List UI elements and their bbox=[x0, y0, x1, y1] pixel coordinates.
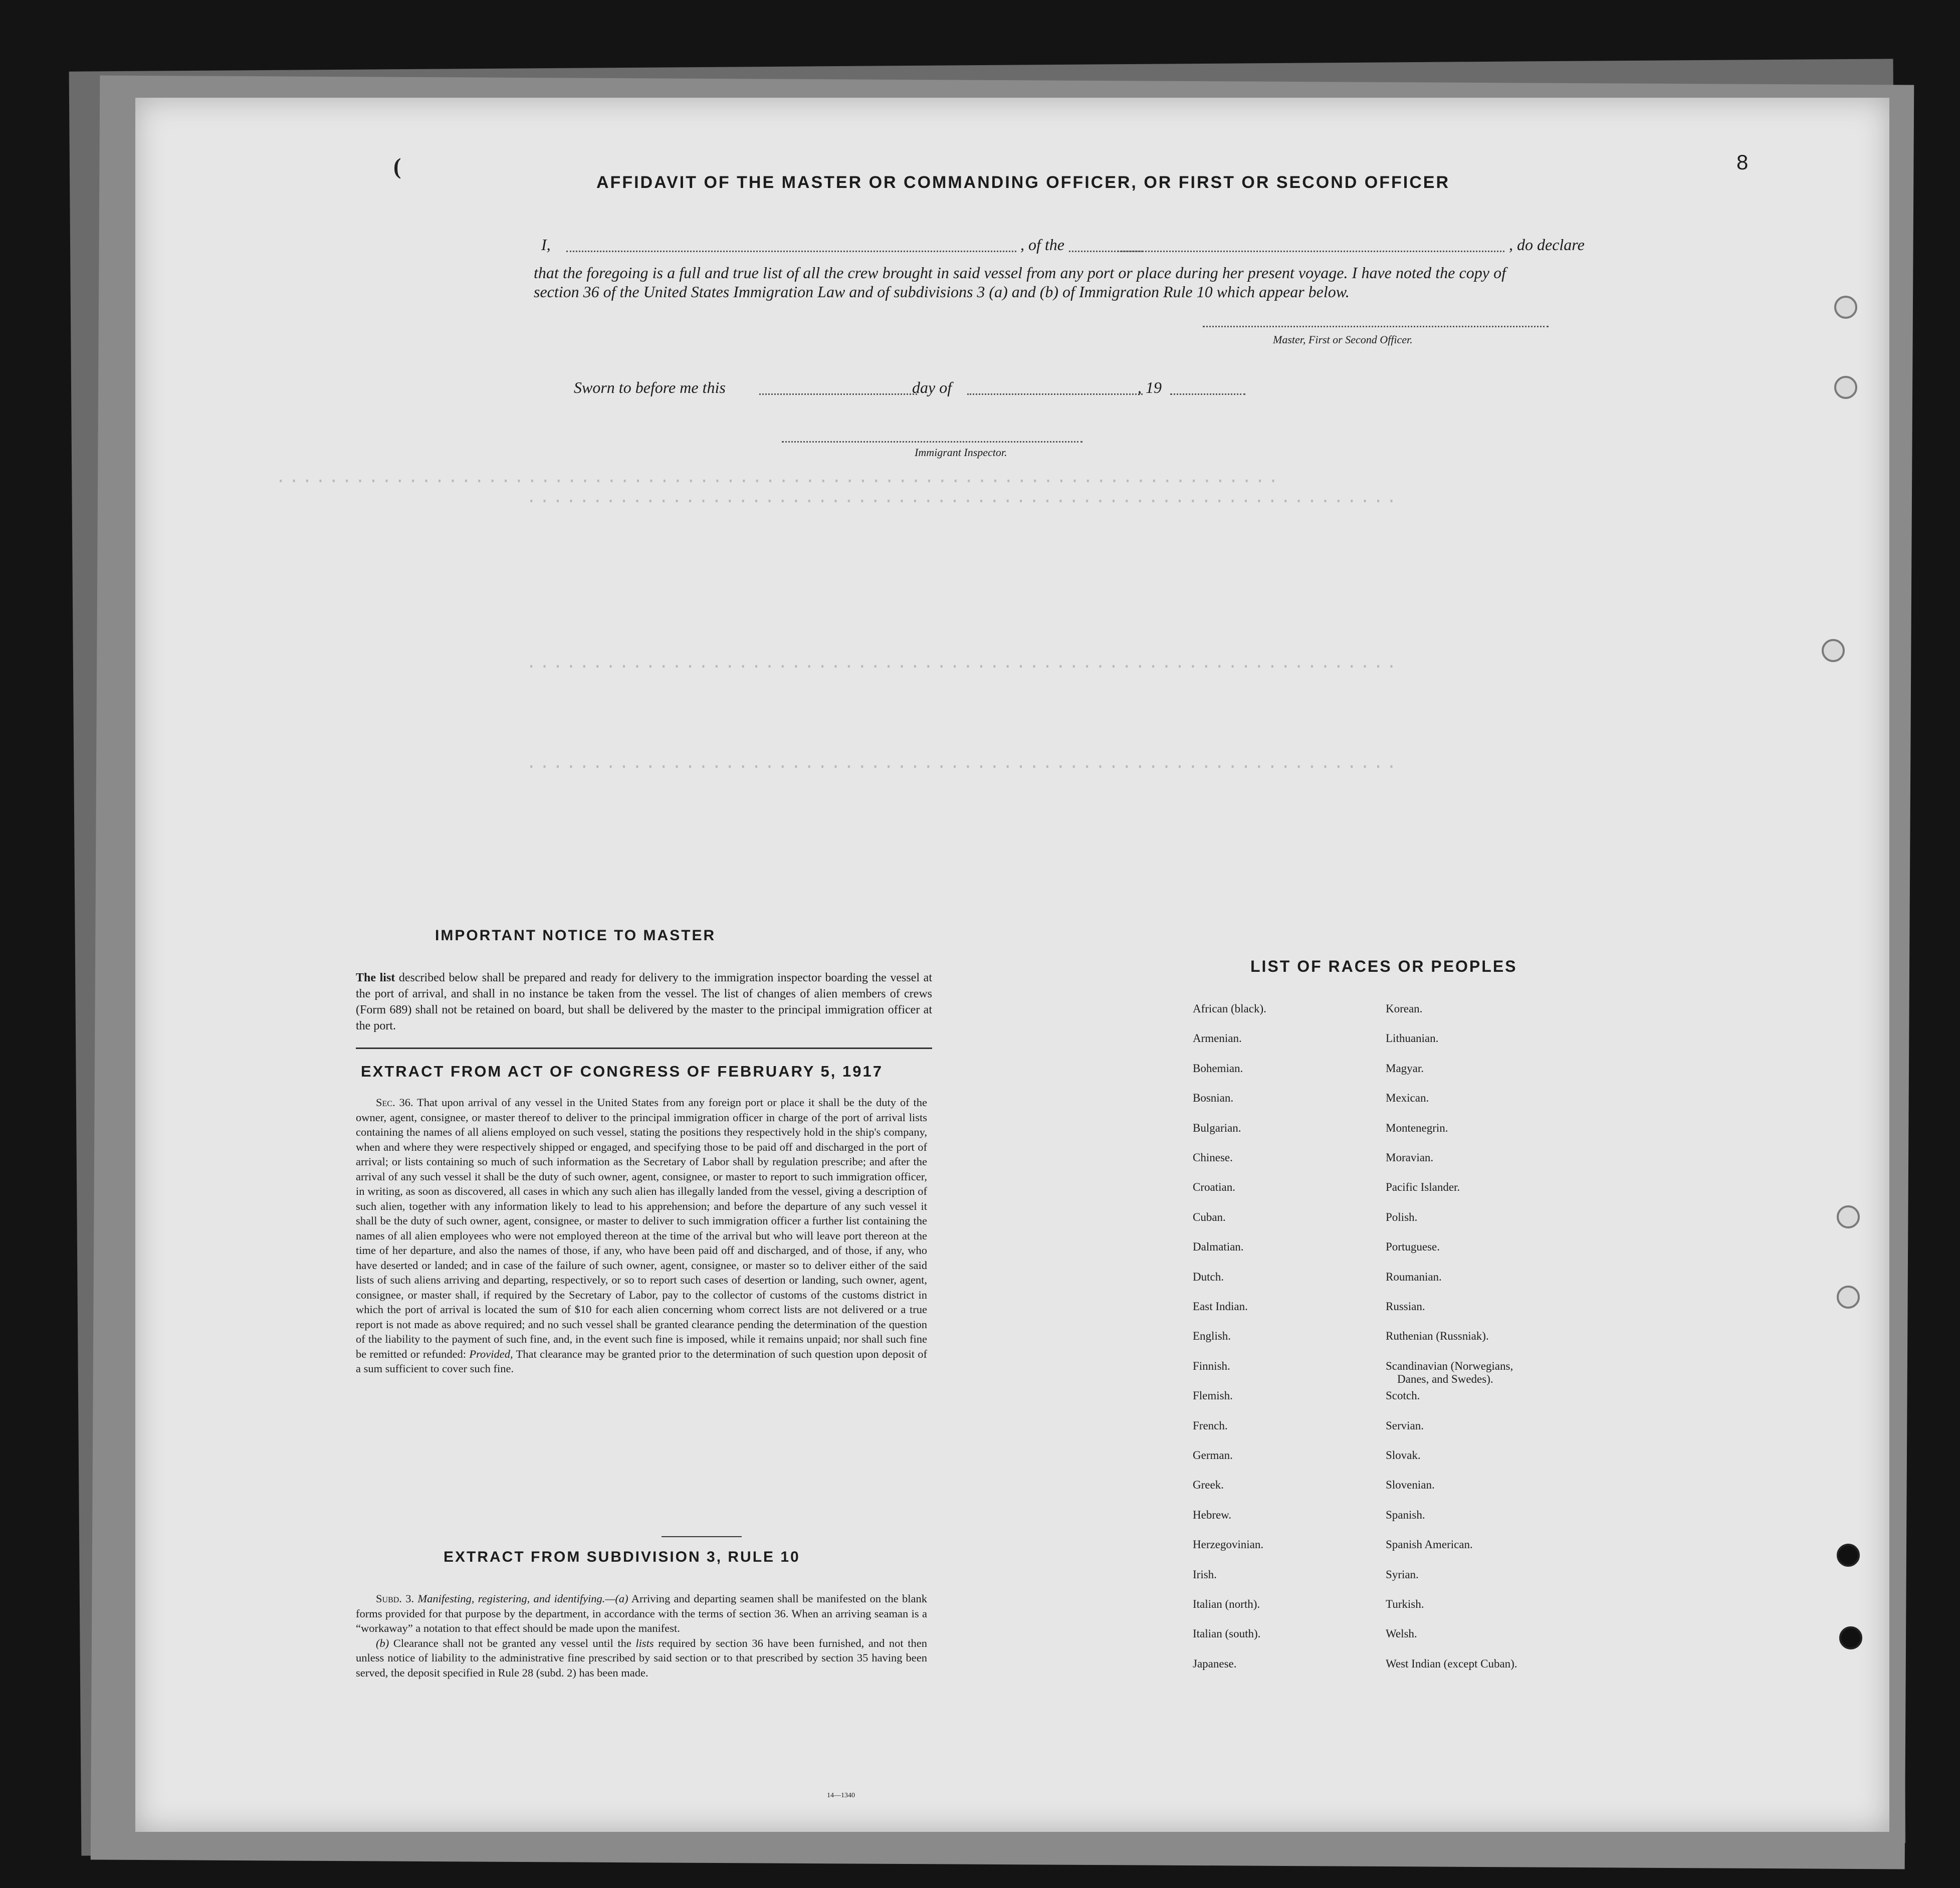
race-item: Armenian. bbox=[1193, 1032, 1242, 1045]
subd-b-label: (b) bbox=[376, 1636, 389, 1649]
tear-mark: ( bbox=[393, 153, 401, 179]
section-body: That upon arrival of any vessel in the United States from any foreign port or place it shall be the duty of the owner, agent, consignee, or master thereof to deliver to the principal immigration officer in charge of the port of arrival lists containing the names of all aliens employed on such vessel, stating the positions they respectively hold in the ship's company, when and where they were respectively shipped or engaged, and specifying those to be paid off and discharged in the port of arrival; or lists containing so much of such information as the Secretary of Labor shall by regulation prescribe; and after the arrival of any such vessel it shall be the duty of such owner, agent, consignee, or master to report to such immigration officer, in writing, as soon as discovered, all cases in which any such alien has illegally landed from the vessel, giving a description of such alien, together with any information likely to lead to his apprehension; and before the departure of any such vessel it shall be the duty of such owner, agent, consignee, or master to deliver to such immigration officer a further list containing the names of all alien employees who were not employed thereon at the time of the arrival but who will leave port thereon at the time of her departure, and also the names of those, if any, who have been paid off and discharged, and of those, if any, who have deserted or landed; and in case of the failure of such owner, agent, consignee, or master so to deliver either of the said lists of such aliens arriving and departing, respectively, or so to report such cases of desertion or landing, such owner, agent, consignee, or master shall, if required by the Secretary of Labor, pay to the collector of customs of the customs district in which the port of arrival is located the sum of $10 for each alien concerning whom correct lists are not delivered or a true report is not made as above required; and no such vessel shall be granted clearance pending the determination of the question of the liability to the payment of such fine, and, in the event such fine is imposed, while it remains unpaid; nor shall such fine be remitted or refunded: bbox=[356, 1096, 927, 1360]
races-title: LIST OF RACES OR PEOPLES bbox=[1250, 957, 1517, 975]
binder-hole bbox=[1839, 1626, 1862, 1649]
form-code: 14—1340 bbox=[827, 1792, 855, 1799]
binder-hole bbox=[1822, 639, 1845, 662]
page-number: 8 bbox=[1736, 150, 1749, 174]
rule-extract-text bbox=[356, 1591, 927, 1680]
race-item: West Indian (except Cuban). bbox=[1386, 1657, 1517, 1670]
inspector-label: Immigrant Inspector. bbox=[915, 446, 1007, 459]
subd-b-lists: lists bbox=[635, 1636, 654, 1649]
race-item: Italian (north). bbox=[1193, 1598, 1260, 1610]
race-item: Dalmatian. bbox=[1193, 1240, 1244, 1253]
bleed-through-text: ............................................................................ bbox=[276, 469, 1281, 488]
race-item: Chinese. bbox=[1193, 1151, 1233, 1164]
notice-text bbox=[356, 970, 932, 1034]
race-item: Moravian. bbox=[1386, 1151, 1434, 1164]
race-item: Slovenian. bbox=[1386, 1479, 1435, 1492]
race-item: Bohemian. bbox=[1193, 1062, 1243, 1075]
race-item: Hebrew. bbox=[1193, 1508, 1232, 1521]
race-item: Japanese. bbox=[1193, 1657, 1237, 1670]
race-item: Bosnian. bbox=[1193, 1092, 1234, 1105]
race-item: Portuguese. bbox=[1386, 1240, 1440, 1253]
race-item: Polish. bbox=[1386, 1210, 1418, 1223]
race-item: Pacific Islander. bbox=[1386, 1181, 1460, 1194]
subd-label: Subd. 3. bbox=[376, 1592, 414, 1605]
affidavit-text: that the foregoing is a full and true list of all the crew brought in said vessel from any port or place during her present voyage. I have noted the copy of section 36 of the United States Immigration Law and of subdivisions 3 (a) and (b) of Immigration Rule 10 which appear below. bbox=[534, 264, 1506, 301]
inspector-signature-blank bbox=[782, 441, 1082, 443]
vessel-blank bbox=[1118, 251, 1544, 252]
signature-blank bbox=[1203, 326, 1549, 327]
race-item: Montenegrin. bbox=[1386, 1121, 1448, 1134]
race-item: Finnish. bbox=[1193, 1359, 1230, 1372]
subd-b-text-2: required by section 36 have been furnished, and not then unless notice of liability to the administrative fine prescribed by said section or to that prescribed by section 35 having been served, the deposit specified in Rule 28 (subd. 2) has been made. bbox=[356, 1636, 927, 1679]
binder-hole bbox=[1837, 1205, 1860, 1228]
race-item: Russian. bbox=[1386, 1300, 1425, 1313]
race-item: Servian. bbox=[1386, 1419, 1424, 1432]
race-item: Turkish. bbox=[1386, 1598, 1424, 1610]
year-text: , 19 bbox=[1138, 378, 1162, 396]
affidavit-of-the: , of the bbox=[1017, 236, 1067, 254]
race-item: Italian (south). bbox=[1193, 1627, 1261, 1640]
section-label: Sec. 36. bbox=[376, 1096, 413, 1109]
race-item: Irish. bbox=[1193, 1568, 1217, 1581]
bleed-through-text: .................................................................. bbox=[526, 754, 1400, 773]
race-item: Dutch. bbox=[1193, 1270, 1224, 1283]
race-item: Magyar. bbox=[1386, 1062, 1424, 1075]
race-item: Roumanian. bbox=[1386, 1270, 1442, 1283]
race-item: Spanish. bbox=[1386, 1508, 1425, 1521]
race-item: Ruthenian (Russniak). bbox=[1386, 1330, 1489, 1343]
race-item: Bulgarian. bbox=[1193, 1121, 1241, 1134]
act-extract-text bbox=[356, 1095, 927, 1376]
race-item: Welsh. bbox=[1386, 1627, 1417, 1640]
race-item: Korean. bbox=[1386, 1002, 1423, 1015]
binder-hole bbox=[1837, 1286, 1860, 1309]
act-extract-title: EXTRACT FROM ACT OF CONGRESS OF FEBRUARY 5, 1917 bbox=[361, 1063, 883, 1080]
sworn-text: Sworn to before me this bbox=[574, 378, 726, 396]
binder-hole bbox=[1834, 376, 1857, 399]
race-item: Scandinavian (Norwegians, Danes, and Swedes). bbox=[1386, 1359, 1513, 1385]
affidavit-title: AFFIDAVIT OF THE MASTER OR COMMANDING OFFICER, OR FIRST OR SECOND OFFICER bbox=[596, 173, 1450, 192]
subd-b-text-1: Clearance shall not be granted any vessel until the bbox=[389, 1636, 636, 1649]
race-item: Croatian. bbox=[1193, 1181, 1235, 1194]
affidavit-i: I, bbox=[541, 236, 551, 254]
race-item: German. bbox=[1193, 1449, 1233, 1461]
race-item: Mexican. bbox=[1386, 1092, 1429, 1105]
day-of-text: day of bbox=[912, 378, 952, 396]
notice-title: IMPORTANT NOTICE TO MASTER bbox=[435, 927, 716, 944]
race-item: Scotch. bbox=[1386, 1389, 1420, 1402]
subd-a-text: Arriving and departing seamen shall be manifested on the blank forms provided for that purpose by the department, in accordance with the terms of section 36. When an arriving seaman is a “workaway” a notation to that effect should be made upon the manifest. bbox=[356, 1592, 928, 1634]
race-item: Flemish. bbox=[1193, 1389, 1233, 1402]
race-item: English. bbox=[1193, 1330, 1231, 1343]
race-item: Syrian. bbox=[1386, 1568, 1419, 1581]
notice-body: described below shall be prepared and ready for delivery to the immigration inspector boarding the vessel at the port of arrival, and shall in no instance be taken from the vessel. The list of changes of alien members of crews (Form 689) shall not be retained on board, but shall be delivered by the master to the principal immigration officer at the port. bbox=[356, 971, 932, 1032]
race-item: Cuban. bbox=[1193, 1210, 1226, 1223]
race-item: French. bbox=[1193, 1419, 1228, 1432]
binder-hole bbox=[1837, 1544, 1860, 1567]
race-item: African (black). bbox=[1193, 1002, 1266, 1015]
divider bbox=[662, 1536, 742, 1537]
bleed-through-text: .................................................................. bbox=[526, 489, 1400, 508]
race-item: Lithuanian. bbox=[1386, 1032, 1439, 1045]
section-end: That clearance may be granted prior to the determination of such question upon deposit of a sum sufficient to cover such fine. bbox=[356, 1347, 928, 1375]
race-item: East Indian. bbox=[1193, 1300, 1248, 1313]
race-item: Slovak. bbox=[1386, 1449, 1421, 1461]
year-blank bbox=[1170, 393, 1245, 395]
race-item: Greek. bbox=[1193, 1479, 1224, 1492]
divider bbox=[356, 1047, 932, 1049]
subd-heading: Manifesting, registering, and identifying. bbox=[417, 1592, 605, 1605]
binder-hole bbox=[1834, 296, 1857, 319]
provided-label: Provided, bbox=[469, 1347, 513, 1360]
affidavit-declare: , do declare bbox=[1506, 236, 1588, 254]
rule-extract-title: EXTRACT FROM SUBDIVISION 3, RULE 10 bbox=[444, 1549, 800, 1565]
day-blank bbox=[759, 393, 917, 395]
notice-lead: The list bbox=[356, 971, 395, 984]
subd-a-label: —(a) bbox=[605, 1592, 628, 1605]
month-blank bbox=[967, 393, 1143, 395]
race-item: Spanish American. bbox=[1386, 1538, 1473, 1551]
signature-label: Master, First or Second Officer. bbox=[1273, 333, 1413, 346]
bleed-through-text: .................................................................. bbox=[526, 654, 1400, 673]
race-item: Herzegovinian. bbox=[1193, 1538, 1264, 1551]
document-page bbox=[135, 98, 1889, 1832]
